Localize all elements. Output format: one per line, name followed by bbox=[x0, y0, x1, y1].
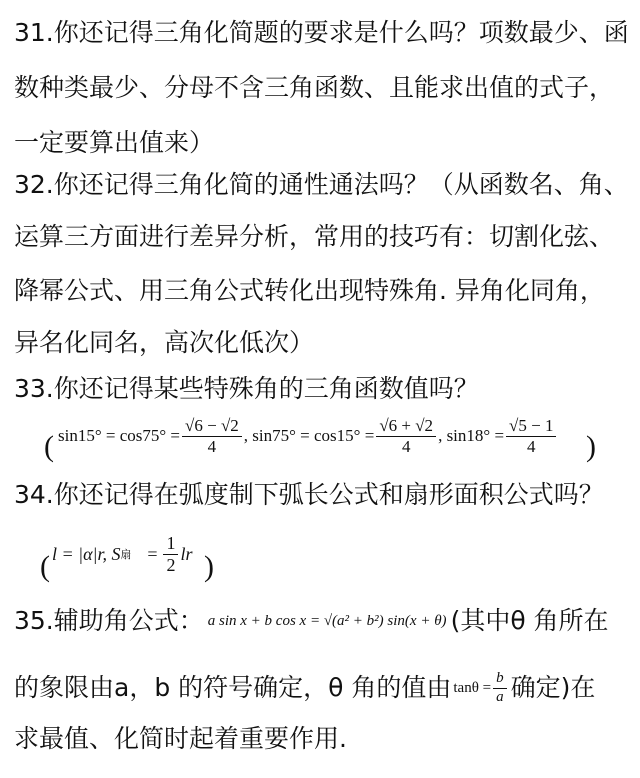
tan-lhs: tanθ = bbox=[453, 680, 492, 696]
fraction-2-numerator: √6 + √2 bbox=[376, 416, 436, 437]
item-31-line-2: 数种类最少、分母不含三角函数、且能求出值的式子， bbox=[14, 73, 615, 102]
formula-close-paren: ) bbox=[586, 430, 596, 463]
fraction-2 bbox=[376, 416, 436, 456]
formula-open-paren: ( bbox=[44, 430, 54, 463]
tan-formula bbox=[453, 663, 508, 713]
arc-formula-part-1: l = |α|r, S bbox=[52, 543, 121, 564]
sector-subscript: 扇 bbox=[120, 548, 132, 561]
item-35-prefix: 35.辅助角公式： bbox=[14, 606, 204, 635]
fraction-2-denominator: 4 bbox=[401, 436, 411, 456]
item-35-suffix: (其中θ 角所在 bbox=[450, 606, 609, 635]
fraction-3-numerator: √5 − 1 bbox=[506, 416, 556, 437]
half-denominator: 2 bbox=[166, 554, 176, 575]
half-numerator: 1 bbox=[163, 533, 178, 555]
fraction-1 bbox=[182, 416, 242, 456]
item-35-line-2-prefix: 的象限由a，b 的符号确定，θ 角的值由 bbox=[14, 673, 452, 702]
item-35-line-2-suffix: 确定)在 bbox=[510, 673, 596, 702]
half-fraction bbox=[163, 533, 178, 575]
formula-part-1: sin15° = cos75° = bbox=[58, 426, 181, 445]
item-35-line-1 bbox=[14, 596, 632, 646]
fraction-1-numerator: √6 − √2 bbox=[182, 416, 242, 437]
arc-length-formula bbox=[52, 526, 192, 582]
formula-close-paren: ) bbox=[204, 550, 214, 583]
tan-fraction bbox=[493, 670, 507, 706]
tan-denominator: a bbox=[496, 688, 504, 705]
fraction-1-denominator: 4 bbox=[207, 436, 217, 456]
fraction-3-denominator: 4 bbox=[527, 436, 536, 456]
item-33-line-1: 33.你还记得某些特殊角的三角函数值吗？ bbox=[14, 374, 479, 403]
auxiliary-angle-formula: a sin x + b cos x = √(a² + b²) sin(x + θ) bbox=[207, 613, 447, 629]
item-32-line-4: 异名化同名，高次化低次） bbox=[14, 328, 315, 357]
equals-sign: = bbox=[147, 543, 158, 564]
item-32-line-2: 运算三方面进行差异分析，常用的技巧有：切割化弦、 bbox=[14, 222, 615, 251]
formula-part-3: , sin18° = bbox=[438, 426, 505, 445]
item-34-line-1: 34.你还记得在弧度制下弧长公式和扇形面积公式吗？ bbox=[14, 480, 604, 509]
arc-formula-tail: lr bbox=[180, 543, 193, 564]
item-31-line-3: 一定要算出值来） bbox=[14, 128, 215, 157]
tan-numerator: b bbox=[493, 670, 507, 688]
fraction-3 bbox=[506, 416, 556, 456]
item-35-line-2 bbox=[14, 660, 632, 716]
formula-open-paren: ( bbox=[40, 550, 50, 583]
formula-part-2: , sin75° = cos15° = bbox=[243, 426, 375, 445]
item-35-line-3: 求最值、化简时起着重要作用. bbox=[14, 724, 347, 753]
item-32-line-3: 降幂公式、用三角公式转化出现特殊角. 异角化同角， bbox=[14, 276, 605, 305]
special-angle-formula bbox=[58, 408, 558, 464]
item-31-line-1: 31.你还记得三角化简题的要求是什么吗？项数最少、函 bbox=[14, 18, 629, 47]
item-32-line-1: 32.你还记得三角化简的通性通法吗？（从函数名、角、 bbox=[14, 170, 629, 199]
